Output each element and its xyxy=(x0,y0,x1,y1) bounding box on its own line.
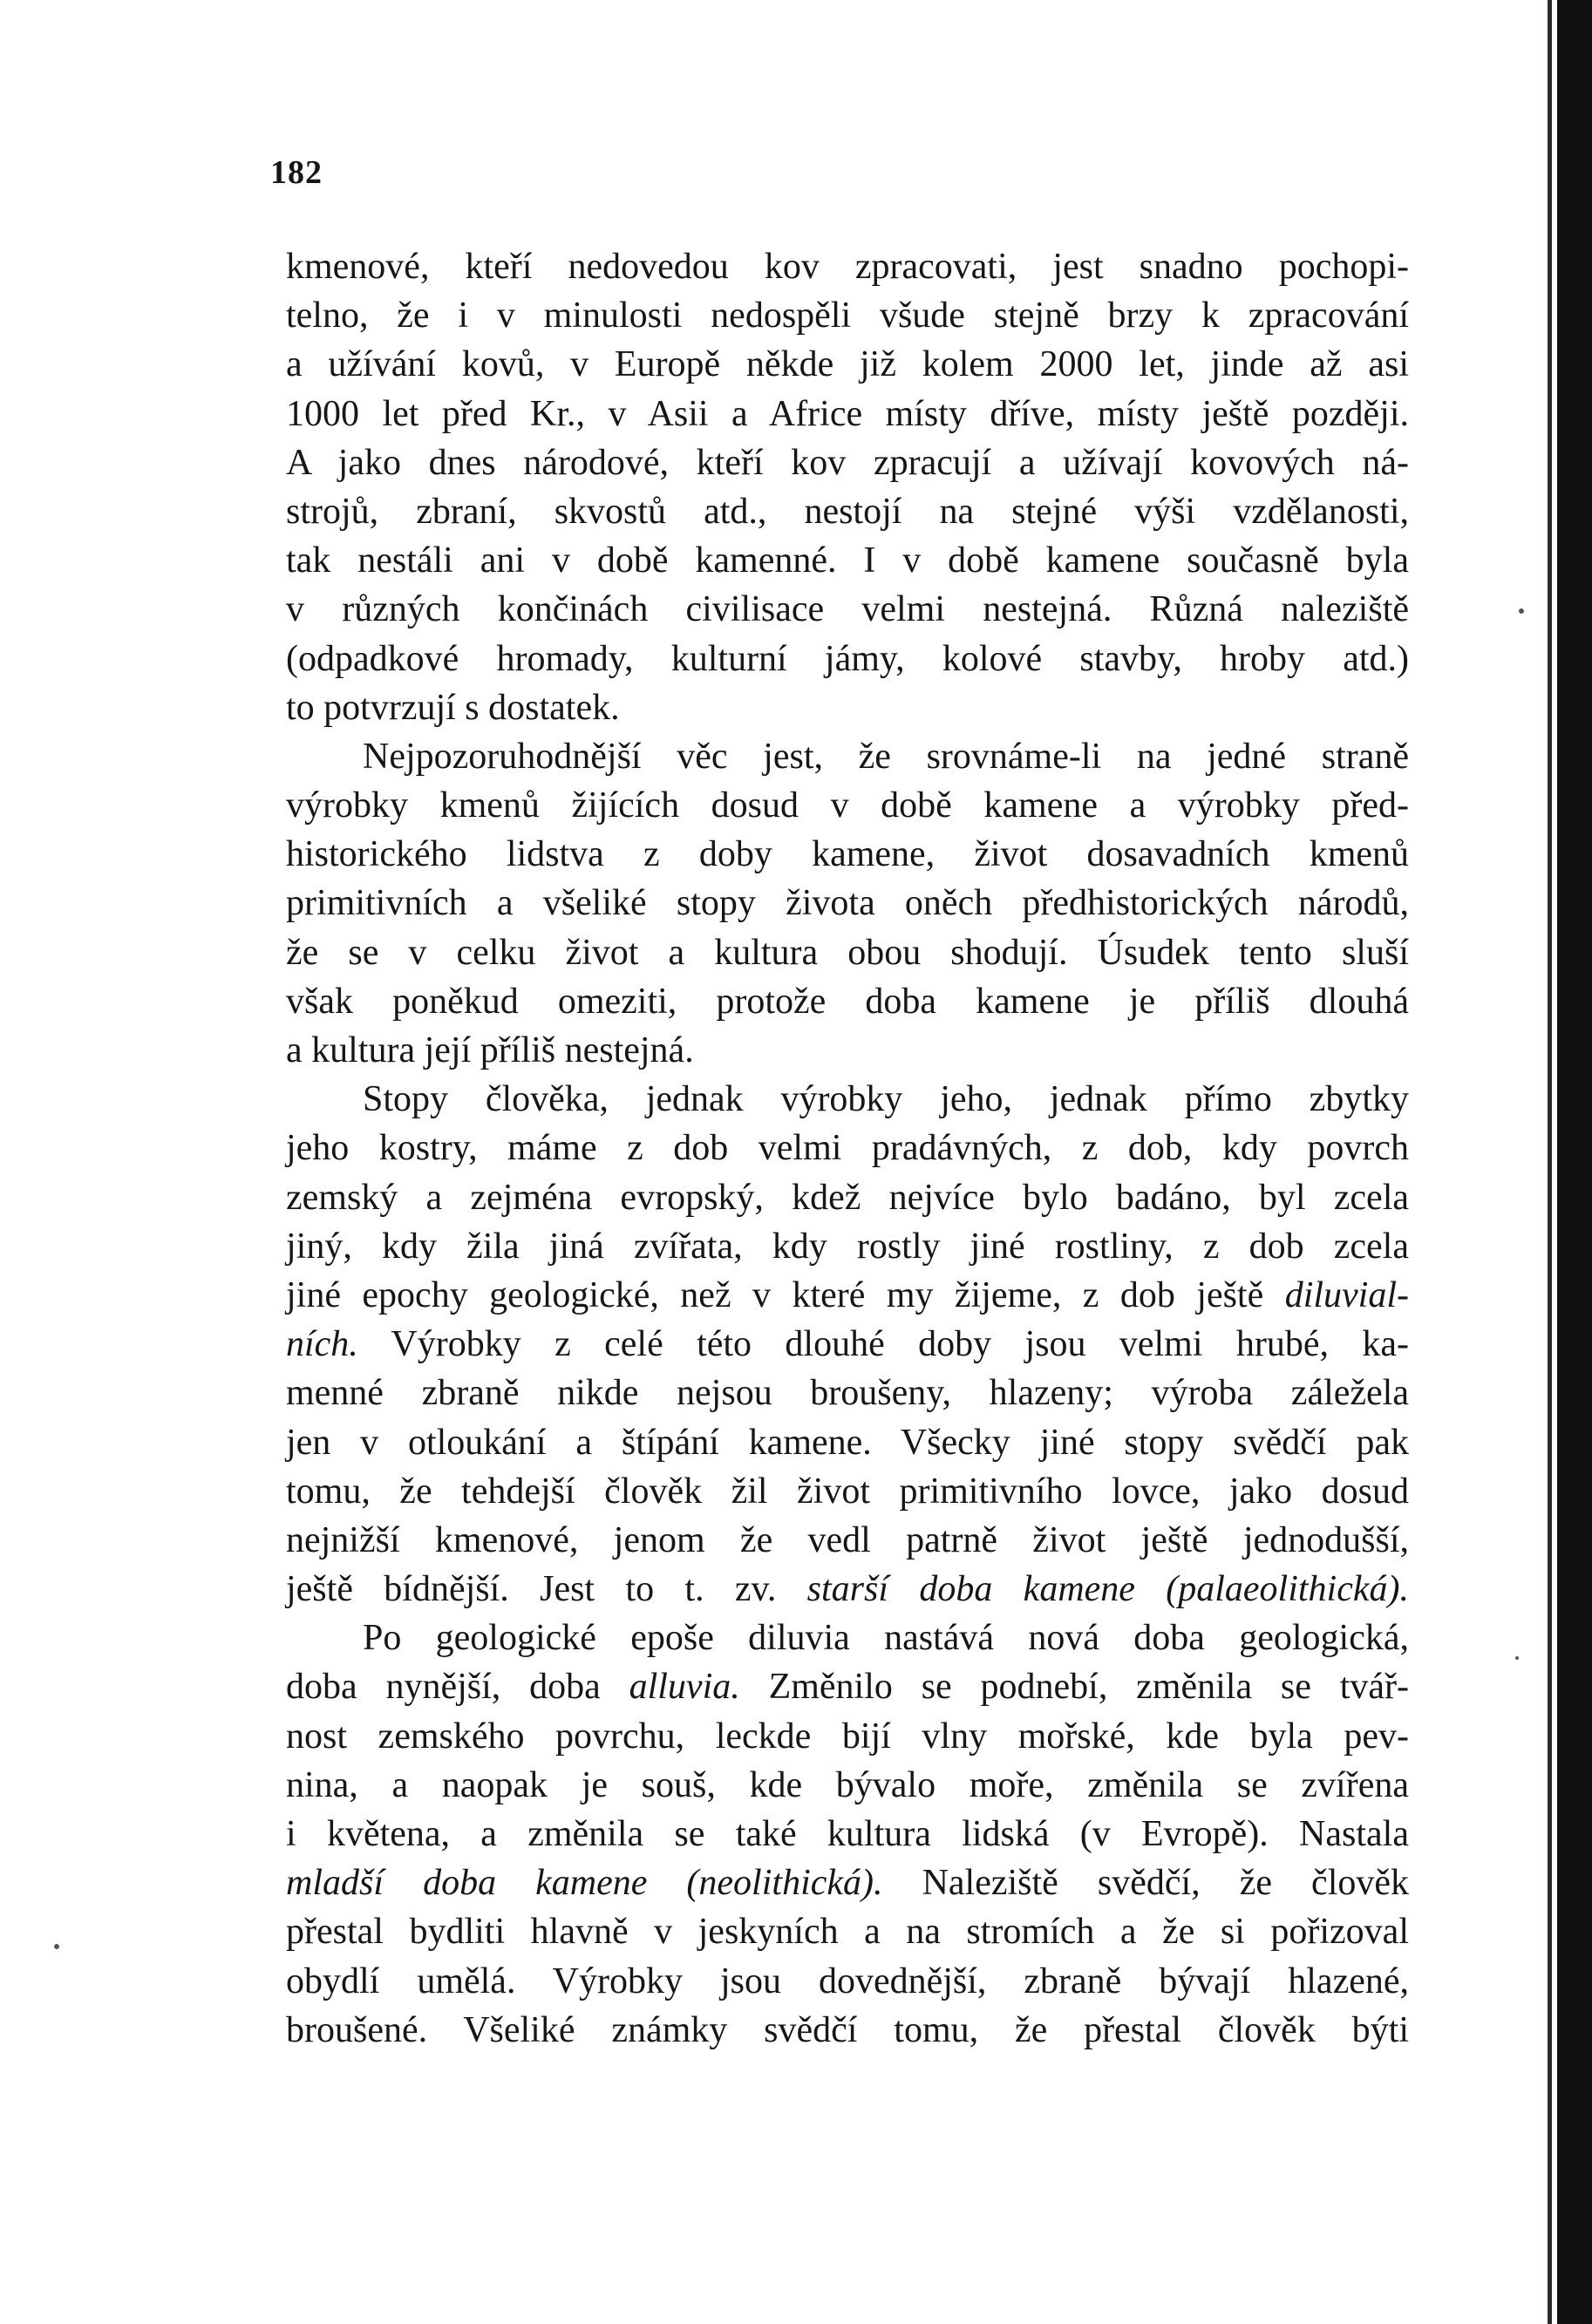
text-line: nost zemského povrchu, leckde bijí vlny mořské, kde byla pev- xyxy=(286,1716,1409,1757)
text-line: a kultura její příliš nestejná. xyxy=(286,1030,694,1070)
body-text xyxy=(286,242,1409,2055)
italic-term: alluvia. xyxy=(629,1667,740,1708)
text-line: v různých končinách civilisace velmi nestejná. Různá naleziště xyxy=(286,589,1409,630)
text-line: zemský a zejména evropský, kdež nejvíce bylo badáno, byl zcela xyxy=(286,1177,1409,1218)
paragraph-start-line: Po geologické epoše diluvia nastává nová doba geologická, xyxy=(363,1618,1409,1659)
text-line: nejnižší kmenové, jenom že vedl patrně život ještě jednodušší, xyxy=(286,1519,1409,1560)
text-line: že se v celku život a kultura obou shodují. Úsudek tento sluší xyxy=(286,932,1409,973)
text-line: kmenové, kteří nedovedou kov zpracovati, jest snadno pochopi- xyxy=(286,247,1409,287)
text-line: primitivních a všeliké stopy života oněch předhistorických národů, xyxy=(286,883,1409,924)
text-line: a užívání kovů, v Europě někde již kolem 2000 let, jinde až asi xyxy=(286,344,1409,385)
text-line: jiné epochy geologické, než v které my žijeme, z dob ještě diluvial- xyxy=(286,1274,1409,1315)
text-line: tak nestáli ani v době kamenné. I v době kamene současně byla xyxy=(286,540,1409,581)
text-line: menné zbraně nikde nejsou broušeny, hlazeny; výroba záležela xyxy=(286,1373,1409,1414)
italic-term: ních. xyxy=(286,1324,358,1365)
text-line: to potvrzují s dostatek. xyxy=(286,687,620,728)
text-line: jiný, kdy žila jiná zvířata, kdy rostly jiné rostliny, z dob zcela xyxy=(286,1226,1409,1267)
text-line: tomu, že tehdejší člověk žil život primitivního lovce, jako dosud xyxy=(286,1471,1409,1512)
text-line: nina, a naopak je souš, kde bývalo moře, změnila se zvířena xyxy=(286,1764,1409,1805)
text-line: historického lidstva z doby kamene, život dosavadních kmenů xyxy=(286,834,1409,875)
text-line: jen v otloukání a štípání kamene. Všecky jiné stopy svědčí pak xyxy=(286,1422,1409,1463)
text-line: obydlí umělá. Výrobky jsou dovednější, zbraně bývají hlazené, xyxy=(286,1960,1409,2001)
text-line: doba nynější, doba alluvia. Změnilo se podnebí, změnila se tvář- xyxy=(286,1667,1409,1708)
text-line: broušené. Všeliké známky svědčí tomu, že přestal člověk býti xyxy=(286,2009,1409,2050)
text-line: jeho kostry, máme z dob velmi pradávných, z dob, kdy povrch xyxy=(286,1128,1409,1169)
paragraph-start-line: Nejpozoruhodnější věc jest, že srovnáme-li na jedné straně xyxy=(363,736,1409,777)
scan-edge-band xyxy=(1557,0,1592,2324)
text-line: však poněkud omeziti, protože doba kamene je příliš dlouhá xyxy=(286,981,1409,1022)
text-line: přestal bydliti hlavně v jeskyních a na stromích a že si pořizoval xyxy=(286,1912,1409,1953)
text-line: výrobky kmenů žijících dosud v době kamene a výrobky před- xyxy=(286,785,1409,826)
text-line: ještě bídnější. Jest to t. zv. starší doba kamene (palaeolithická). xyxy=(286,1569,1409,1610)
text-line: i květena, a změnila se také kultura lidská (v Evropě). Nastala xyxy=(286,1814,1409,1854)
scan-edge-line xyxy=(1548,0,1552,2324)
text-line: telno, že i v minulosti nedospěli všude stejně brzy k zpracování xyxy=(286,296,1409,336)
scan-speck xyxy=(54,1944,59,1949)
text-line: 1000 let před Kr., v Asii a Africe místy dříve, místy ještě později. xyxy=(286,393,1409,434)
italic-term: diluvial- xyxy=(1284,1274,1409,1315)
text-line: A jako dnes národové, kteří kov zpracují a užívají kovových ná- xyxy=(286,442,1409,483)
italic-term: starší doba kamene (palaeolithická). xyxy=(806,1569,1409,1610)
page-number: 182 xyxy=(270,154,323,191)
text-line: mladší doba kamene (neolithická). Naleziště svědčí, že člověk xyxy=(286,1863,1410,1904)
paragraph-start-line: Stopy člověka, jednak výrobky jeho, jednak přímo zbytky xyxy=(363,1079,1409,1120)
scan-speck xyxy=(1519,608,1524,614)
text-line: ních. Výrobky z celé této dlouhé doby jsou velmi hrubé, ka- xyxy=(286,1324,1409,1365)
scan-speck xyxy=(1515,1656,1519,1660)
text-line: (odpadkové hromady, kulturní jámy, kolové stavby, hroby atd.) xyxy=(286,638,1409,679)
italic-term: mladší doba kamene (neolithická). xyxy=(286,1863,883,1904)
text-line: strojů, zbraní, skvostů atd., nestojí na stejné výši vzdělanosti, xyxy=(286,491,1409,532)
